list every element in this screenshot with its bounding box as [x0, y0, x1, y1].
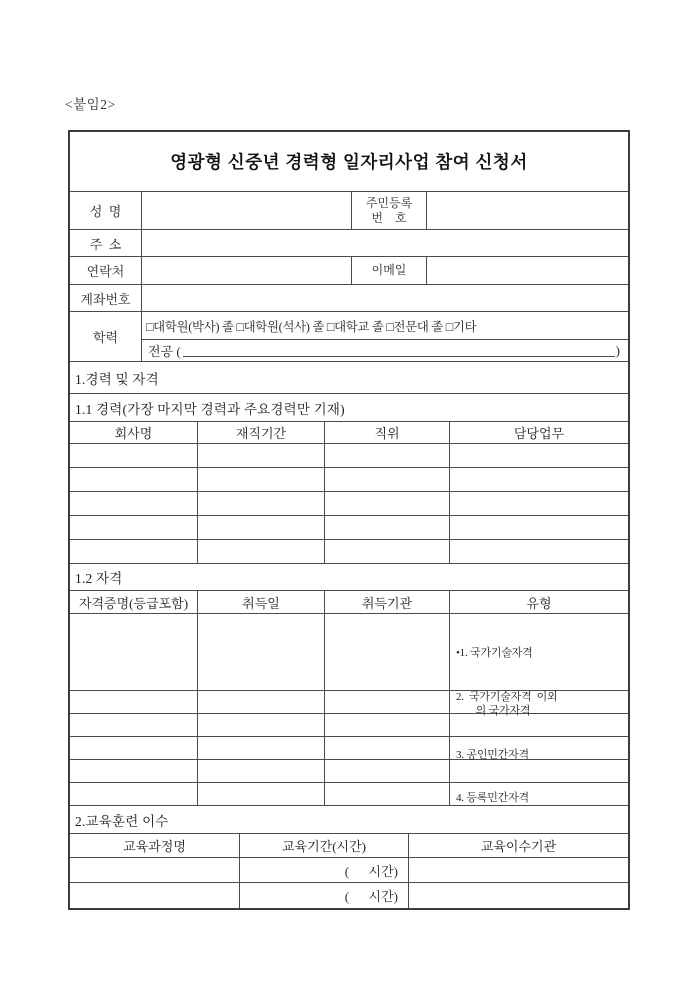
education-content — [142, 312, 628, 361]
qual-type-item: 4. 등록민간자격 — [456, 792, 529, 805]
qual-empty-row — [70, 760, 628, 783]
qual-type-legend-cell — [450, 614, 628, 805]
training-header-row — [70, 834, 628, 858]
training-hours-placeholder: ( 시간) — [240, 858, 409, 882]
training-header-course: 교육과정명 — [70, 834, 240, 857]
training-header-period: 교육기간(시간) — [240, 834, 409, 857]
address-row — [70, 230, 628, 257]
career-header-row — [70, 422, 628, 444]
attachment-label: <붙임2> — [65, 97, 116, 112]
education-label: 학력 — [70, 312, 142, 361]
education-degree-options: □대학원(박사) 졸 □대학원(석사) 졸 □대학교 졸 □전문대 졸 □기타 — [142, 312, 628, 340]
qual-type-item: 2. 국가기술자격 이외 의 국가자격 — [456, 690, 558, 718]
career-header-position: 직위 — [325, 422, 450, 443]
training-hours-placeholder: ( 시간) — [240, 883, 409, 908]
qual-type-row — [70, 614, 628, 805]
email-label: 이메일 — [352, 257, 427, 284]
education-major-line — [142, 340, 628, 361]
contact-label: 연락처 — [70, 257, 142, 284]
qual-empty-row — [70, 737, 628, 760]
career-empty-row — [70, 468, 628, 492]
section1-title: 1.경력 및 자격 — [75, 371, 159, 387]
career-header-duty: 담당업무 — [513, 426, 565, 441]
career-header-company: 회사명 — [70, 422, 198, 443]
form-title-row — [70, 132, 628, 192]
section2-title: 2.교육훈련 이수 — [75, 813, 169, 829]
account-value-cell — [142, 285, 628, 311]
resident-id-label-line1: 주민등록 — [365, 196, 413, 211]
training-row — [70, 858, 628, 883]
form-title: 영광형 신중년 경력형 일자리사업 참여 신청서 — [170, 152, 528, 172]
contact-value-cell — [142, 257, 352, 284]
address-label: 주 소 — [70, 230, 142, 256]
qual-empty-row — [70, 714, 628, 737]
application-form-table — [68, 130, 630, 910]
career-empty-row — [70, 540, 628, 564]
career-subtitle: 1.1 경력(가장 마지막 경력과 주요경력만 기재) — [75, 401, 345, 417]
qual-header-agency: 취득기관 — [325, 591, 450, 613]
qual-subtitle: 1.2 자격 — [75, 571, 123, 586]
qual-subtitle-row — [70, 564, 628, 591]
section1-title-row — [70, 362, 628, 394]
qual-empty-row — [70, 783, 628, 806]
resident-id-label-line2: 번 호 — [371, 210, 407, 225]
career-subtitle-row — [70, 394, 628, 422]
name-row — [70, 192, 628, 230]
resident-id-value-cell — [427, 192, 628, 229]
qual-header-certificate: 자격증명(등급포함) — [70, 591, 198, 613]
email-value-cell — [427, 257, 628, 284]
career-empty-row — [70, 492, 628, 516]
education-row — [70, 312, 628, 362]
resident-id-label — [352, 192, 427, 229]
qual-type-item: •1. 국가기술자격 — [456, 647, 533, 660]
account-row — [70, 285, 628, 312]
qual-header-type: 유형 — [526, 595, 552, 611]
training-row — [70, 883, 628, 908]
contact-row — [70, 257, 628, 285]
qual-header-date: 취득일 — [198, 591, 325, 613]
name-value-cell — [142, 192, 352, 229]
career-empty-row — [70, 516, 628, 540]
qual-empty-row — [70, 691, 628, 714]
address-value-cell — [142, 230, 628, 256]
major-blank-line — [183, 355, 615, 357]
training-header-agency: 교육이수기관 — [480, 839, 557, 854]
name-label: 성 명 — [70, 192, 142, 229]
career-empty-row — [70, 444, 628, 468]
account-label: 계좌번호 — [70, 285, 142, 311]
qual-type-item: 3. 공인민간자격 — [456, 748, 529, 761]
major-suffix: ) — [615, 342, 620, 358]
major-prefix: 전공 ( — [148, 344, 181, 359]
qual-header-row — [70, 591, 628, 614]
career-header-period: 재직기간 — [198, 422, 325, 443]
